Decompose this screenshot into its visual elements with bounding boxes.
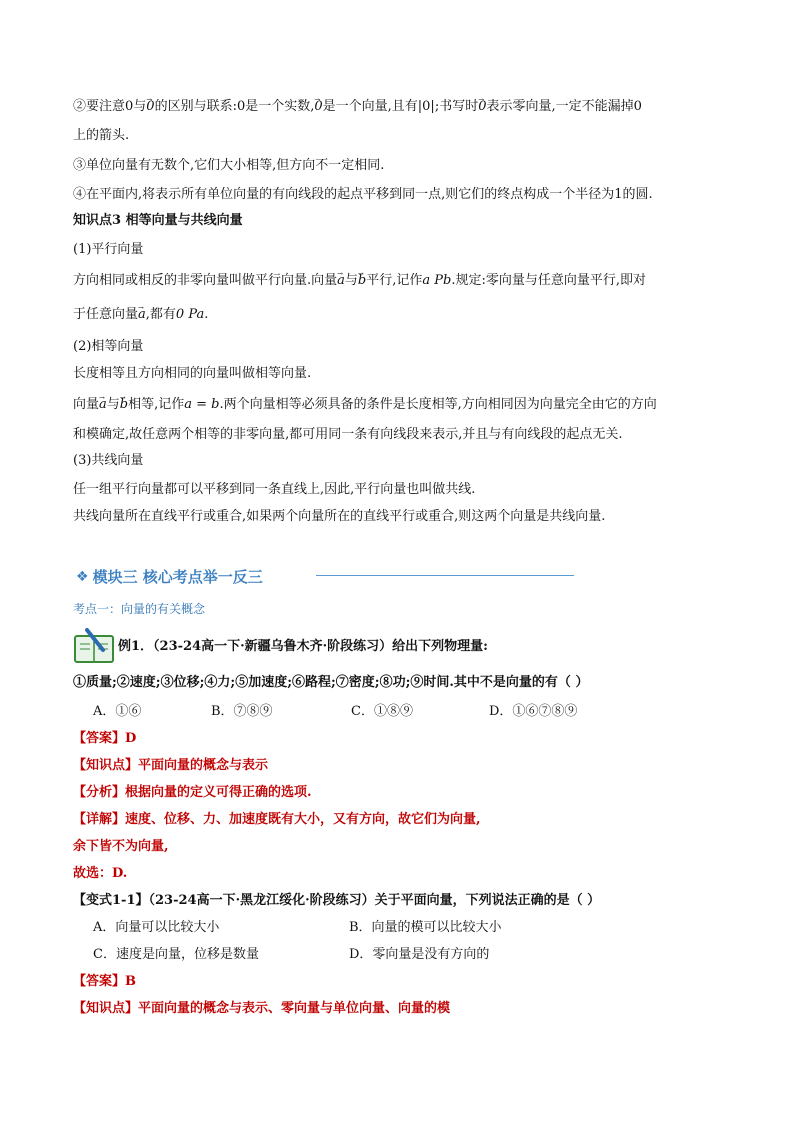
- option-a[interactable]: A．向量可以比较大小: [93, 920, 220, 935]
- vector-b: → b: [358, 273, 366, 288]
- example-1-choice: 故选：D.: [73, 866, 128, 881]
- section-collinear-title: (3)共线向量: [73, 453, 144, 468]
- option-b[interactable]: B．⑦⑧⑨: [211, 704, 273, 719]
- point-4: ④在平面内,将表示所有单位向量的有向线段的起点平移到同一点,则它们的终点构成一个半径为1的圆.: [73, 187, 653, 202]
- example-1-knowledge-point: 【知识点】平面向量的概念与表示: [73, 758, 269, 773]
- section-parallel-title: (1)平行向量: [73, 242, 144, 257]
- option-c[interactable]: C．①⑧⑨: [351, 704, 413, 719]
- equal-def-line-2: 向量→ a与→ b相等,记作a = b.两个向量相等必须具备的条件是长度相等,方向相同因为向量完全由它的方向: [73, 396, 722, 414]
- formula-a-equals-b: a = b: [184, 397, 220, 412]
- example-1-answer: 【答案】D: [73, 731, 137, 746]
- point-2-line-1: ②要注意0与→ 0的区别与联系:0是一个实数,→ 0是一个向量,且有|0|;书写时→ 0表示零向量,一定不能漏掉0: [73, 98, 722, 116]
- point-2-line-2: 上的箭头.: [73, 128, 130, 143]
- open-book-pen-icon: [73, 628, 115, 664]
- option-c[interactable]: C．速度是向量，位移是数量: [93, 947, 259, 962]
- variant-1-1-options-row-1: [93, 919, 502, 937]
- vector-a: → a: [99, 397, 107, 412]
- diamond-arrows-icon: ❖: [76, 568, 89, 585]
- example-1-detail-line-2: 余下皆不为向量,: [73, 839, 169, 854]
- formula-zero-parallel-a: 0 Pa: [175, 307, 205, 322]
- example-1-analysis: 【分析】根据向量的定义可得正确的选项.: [73, 785, 312, 800]
- section-equal-title: (2)相等向量: [73, 339, 144, 354]
- parallel-def-line-2: 于任意向量→ a,都有0 Pa.: [73, 306, 722, 324]
- example-1-options: [93, 703, 577, 721]
- point-3: ③单位向量有无数个,它们大小相等,但方向不一定相同.: [73, 158, 385, 173]
- equal-def-line-1: 长度相等且方向相同的向量叫做相等向量.: [73, 366, 312, 381]
- topic-heading: 考点一：向量的有关概念: [73, 602, 206, 616]
- option-a[interactable]: A．①⑥: [93, 704, 142, 719]
- variant-1-1-options-row-2: [93, 946, 489, 964]
- example-1-quantities: ①质量;②速度;③位移;④力;⑤加速度;⑥路程;⑦密度;⑧功;⑨时间.其中不是向量的有（ ）: [73, 675, 589, 690]
- module-heading: ❖ 模块三 核心考点举一反三: [76, 568, 263, 586]
- collinear-def-line-1: 任一组平行向量都可以平移到同一条直线上,因此,平行向量也叫做共线.: [73, 482, 476, 497]
- vector-zero: → 0: [314, 99, 322, 114]
- vector-a: → a: [337, 273, 345, 288]
- vector-zero: → 0: [146, 99, 154, 114]
- knowledge-point-3-title: 知识点3 相等向量与共线向量: [73, 213, 243, 228]
- variant-1-1-knowledge-point: 【知识点】平面向量的概念与表示、零向量与单位向量、向量的模: [73, 1001, 451, 1016]
- variant-1-1-heading: 【变式1-1】（23-24高一下·黑龙江绥化·阶段练习）关于平面向量，下列说法正确的是（ ）: [73, 893, 601, 908]
- vector-zero: → 0: [478, 99, 486, 114]
- example-1-heading: 例1．（23-24高一下·新疆乌鲁木齐·阶段练习）给出下列物理量:: [118, 639, 488, 654]
- collinear-def-line-2: 共线向量所在直线平行或重合,如果两个向量所在的直线平行或重合,则这两个向量是共线向量.: [73, 509, 606, 524]
- option-b[interactable]: B．向量的模可以比较大小: [349, 920, 502, 935]
- abs-zero-vector: |0|: [417, 99, 435, 114]
- vector-a: → a: [138, 307, 146, 322]
- example-1-detail-line-1: 【详解】速度、位移、力、加速度既有大小，又有方向，故它们为向量,: [73, 812, 481, 827]
- equal-def-line-3: 和模确定,故任意两个相等的非零向量,都可用同一条有向线段来表示,并且与有向线段的起点无关.: [73, 427, 623, 442]
- module-divider: [316, 575, 574, 576]
- parallel-def-line-1: 方向相同或相反的非零向量叫做平行向量.向量→ a与→ b平行,记作a Pb.规定:零向量与任意向量平行,即对: [73, 272, 722, 290]
- option-d[interactable]: D．①⑥⑦⑧⑨: [489, 704, 578, 719]
- variant-1-1-answer: 【答案】B: [73, 974, 136, 989]
- formula-a-parallel-b: a Pb: [422, 273, 452, 288]
- option-d[interactable]: D．零向量是没有方向的: [349, 947, 490, 962]
- vector-b: → b: [120, 397, 128, 412]
